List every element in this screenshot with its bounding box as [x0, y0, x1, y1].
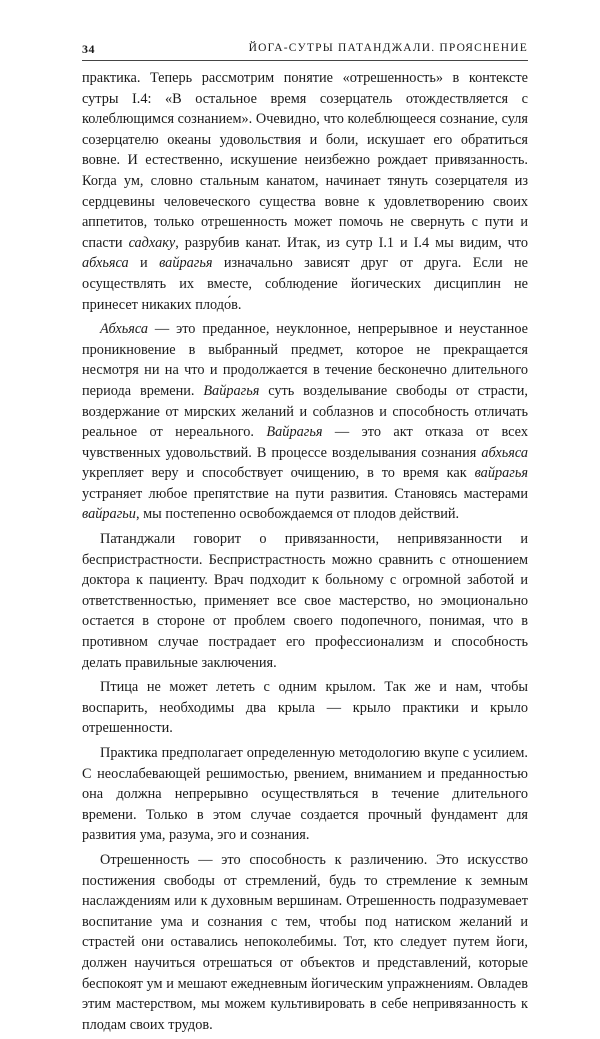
text-segment: Патанджали говорит о привязанности, непривязанности и беспристрастности. Беспристрастность можно сравнить с отношением доктора к пациенту. Врач подходит к больному с огромной заботой и ответственностью, применяет все свое мастерство, но эмоционально остается в стороне от проблем своего подопечного, понимая, что в противном случае пострадает его профессионализм и способность делать правильные заключения. [82, 531, 528, 671]
page-number: 34 [82, 42, 95, 56]
text-segment-italic: абхьяса [82, 255, 129, 272]
text-segment-italic: Вайрагья [266, 424, 323, 441]
text-segment: устраняет любое препятствие на пути развития. Становясь мастерами [82, 485, 528, 502]
text-segment: — это преданное, неуклонное, непрерывное и неустанное проникновение в выбранный предмет, которое не прекращается несмотря ни на что и продолжается в течение бесконечно длительного периода времени. [82, 321, 528, 399]
text-segment-italic: вайрагья [474, 465, 528, 482]
text-segment: практика. Теперь рассмотрим понятие «отрешенность» в контексте сутры I.4: «В остальное время созерцатель отождествляется с колеблющимся сознанием». Очевидно, что колеблющееся сознание, суля созерцателю океаны удовольствия и боли, искушает его обратиться вовне. И естественно, искушение неизбежно рождает привязанность. Когда ум, словно стальным канатом, начинает тянуть созерцателя из сердцевины человеческого существа вовне к удовлетворению своих аппетитов, только отрешенность может помочь не свернуть с пути и спасти [82, 70, 528, 251]
text-segment: Птица не может лететь с одним крылом. Так же и нам, чтобы воспарить, необходимы два крыла — крыло практики и крыло отрешенности. [82, 679, 528, 737]
text-segment: укрепляет веру и способствует очищению, в то время как [82, 465, 475, 482]
text-segment-italic: Абхьяса [100, 321, 149, 338]
paragraph-5 [82, 743, 528, 846]
paragraph-4 [82, 677, 528, 739]
running-title: ЙОГА-СУТРЫ ПАТАНДЖАЛИ. ПРОЯСНЕНИЕ [248, 42, 528, 54]
text-segment-italic: абхьяса [481, 444, 528, 461]
text-segment: Отрешенность — это способность к различению. Это искусство постижения свободы от стремлений, будь то стремление к земным наслаждениям или к духовным вершинам. Отрешенность подразумевает воспитание ума и сознания с тем, чтобы под натиском желаний и страстей они оставались непоколебимы. Тот, кто следует путем йоги, должен научиться отрешаться от объектов и представлений, которые беспокоят ум и мешают ежедневным йогическим упражнениям. Овладев этим мастерством, мы можем культивировать в себе непривязанность к плодам своих трудов. [82, 851, 528, 1033]
text-segment: Практика предполагает определенную методологию вкупе с усилием. С неослабевающей решимостью, рвением, вниманием и преданностью она должна непрерывно осуществляться в течение длительного времени. Только в этом случае создается прочный фундамент для развития ума, разума, эго и сознания. [82, 745, 528, 844]
text-segment-italic: вайрагья [159, 255, 213, 272]
paragraph-1 [82, 68, 528, 315]
paragraph-6 [82, 850, 528, 1035]
text-segment: , мы постепенно освобождаемся от плодов действий. [135, 506, 460, 523]
text-segment: и [128, 255, 160, 272]
paragraph-3 [82, 529, 528, 673]
page-header [82, 40, 528, 61]
paragraph-2 [82, 319, 528, 525]
text-segment-italic: садхаку [128, 234, 176, 251]
text-segment: суть возделывание свободы от страсти, воздержание от мирских желаний и соблазнов и способность отличать реальное от нереального. [82, 382, 528, 441]
text-segment-italic: вайрагьи [82, 506, 136, 523]
body-text [82, 68, 528, 1039]
text-segment-italic: Вайрагья [203, 382, 260, 399]
text-segment: , разрубив канат. Итак, из сутр I.1 и I.4 мы видим, что [175, 234, 529, 251]
text-segment: изначально зависят друг от друга. Если не осуществлять их вместе, соблюдение йогических дисциплин не принесет никаких плодо́в. [82, 255, 528, 313]
text-segment: — это акт отказа от всех чувственных удовольствий. В процессе возделывания сознания [82, 424, 528, 461]
